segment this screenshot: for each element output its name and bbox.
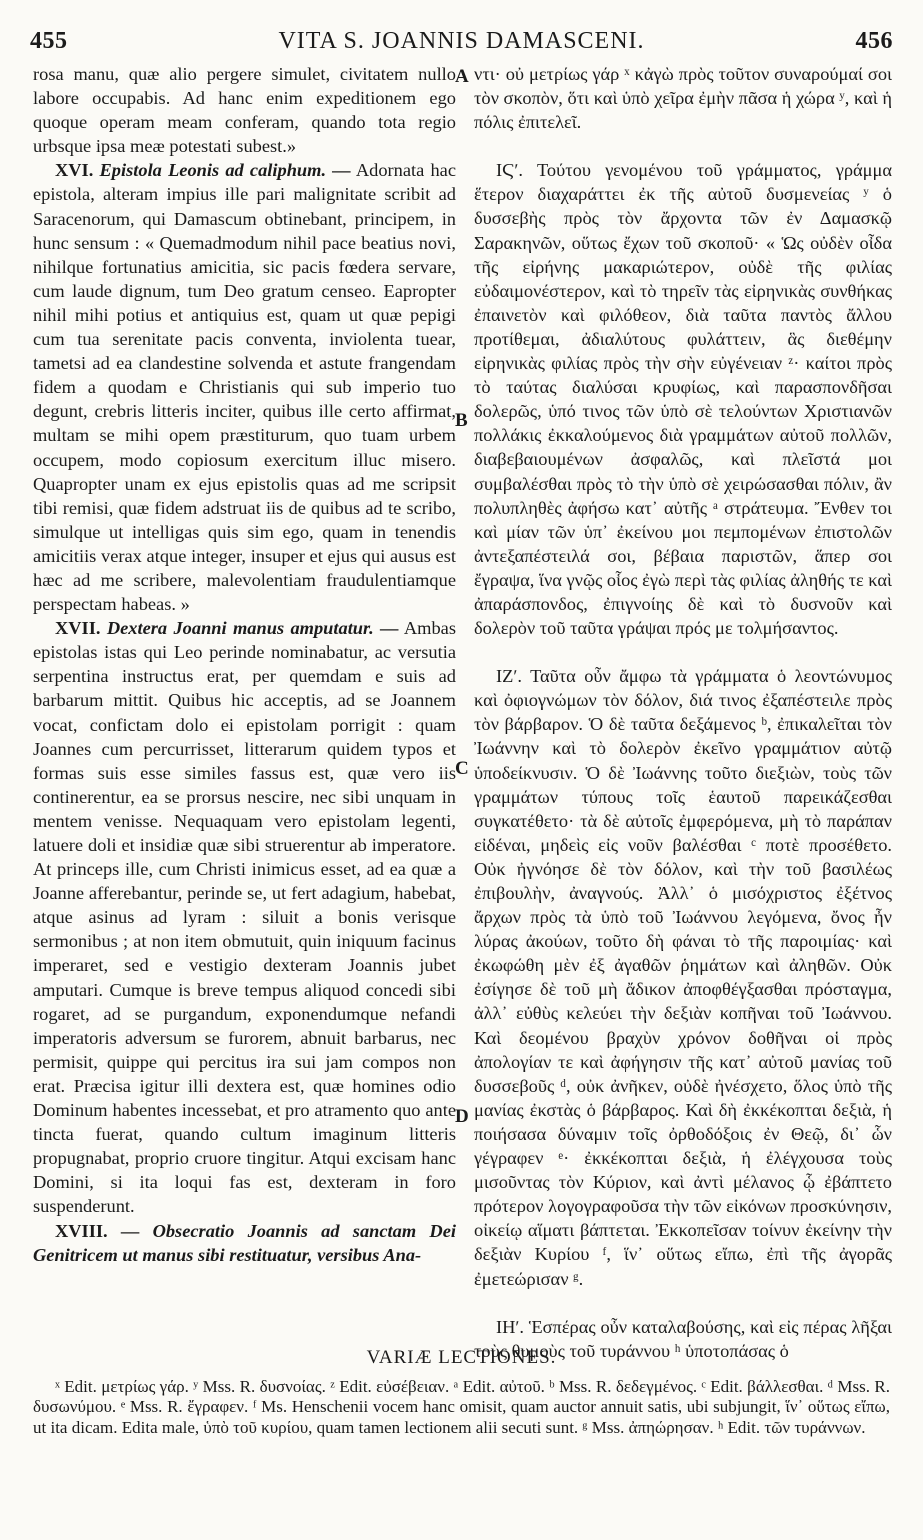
latin-section-17 <box>33 616 456 1218</box>
section-number: XVIII. — <box>55 1220 140 1241</box>
section-text: Ambas epistolas istas qui Leo perinde nominabatur, ac versutia serpentina instructus erat, per quemdam e suis ad barbarum mittit. Quibus hic acceptis, ad se Joannem vocat, confictam dolo ei epistolam porrigit : quam Joannes cum percurrisset, litterarum quidem typos et formas suis esse similes fassus est, quæ vero iis continerentur, ea se prorsus nescire, nec sibi unquam in mentem venisse. Nequaquam vero epistolam legenti, latuere doli et insidiæ quæ sibi struerentur ab imperatore. At princeps ille, cum Christi inimicus esset, ad ea quæ a Joanne afferebantur, perinde se, ut fert adagium, habebat, atque asinus ad lyram : siluit a bonis verisque sermonibus ; at non item obmutuit, quin iniquum facinus imperaret, sed e vestigio dexteram Joannis jubet amputari. Cumque is breve tempus aliquod concedi sibi rogaret, ad se purgandum, exponendumque nefandi imperatoris adversum se furorem, abnuit barbarus, nec permisit, quippe qui percitus ira sui jam compos non erat. Præcisa igitur illi dextera est, quæ homines odio Dominum habentes incessebat, et pro atramento quo ante tincta fuerat, quando cultum imaginum litteris propugnabat, proprio cruore tingitur. Atqui excisam hanc Domini, si ita loqui fas est, dexteram in foro suspenderunt. <box>33 618 456 1217</box>
spacer <box>474 640 892 664</box>
section-text: Τούτου γενομένου τοῦ γράμματος, γράμμα ἕτερον διαχαράττει ἐκ τῆς αὐτοῦ δυσμενείας ʸ ὁ δυσσεβὴς πρὸς τὸν ἄρχοντα τῶν ἐν Δαμασκῷ Σαρακηνῶν, οὕτως ἔχων τοῦ σκοποῦ· « Ὡς οὐδὲν οἶδα τῆς εἰρήνης μακαριώτερον, οὐδὲ τῆς φιλίας εὐδαιμονέστερον, καὶ τὸ τηρεῖν τὰς εἰρηνικὰς συνθήκας ἐπαινετὸν καὶ φιλόθεον, διὰ ταῦτα παντὸς ἄλλου προτίθεμαι, ἀδιαλύτους φυλάττειν, ἃς διεθέμην εἰρηνικὰς φιλίας πρὸς τὴν σὴν εὐγένειαν ᶻ· καίτοι πρὸς τὸ ταύτας διαλύσαι κρυφίως, καὶ παρασπονδῆσαι δολερῶς, ὑπό τινος τῶν ὑπὸ σὲ τελούντων Χριστιανῶν πολλάκις ἐκκαλούμενος διὰ γραμμάτων αὐτοῦ πολλῶν, διαβεβαιουμένων ἀσφαλῶς, καὶ πλεῖστά μοι συμβαλέσθαι πρὸς τὸ τὴν ὑπὸ σὲ χειρώσασθαι πόλιν, ἂν πολυπληθὲς ἀφήσω κατ᾽ αὐτῆς ᵃ στράτευμα. Ἔνθεν τοι καὶ μίαν τῶν ὑπ᾽ ἐκείνου μοι πεμπομένων ἐπιστολῶν ἀντεξαπέστειλά σοι, βέβαια παριστῶν, ἅπερ σοι ἔγραψα, ἵνα γνῷς οἷος ἐγὼ περὶ τὰς φιλίας ἀληθής τε καὶ ἀπαράσπονδος, ἐπιγνοίης δὲ καὶ τὸ δυσνοῦν καὶ δολερὸν τοῦ ταῦτα γράψαι πρός με τολμήσαντος. <box>474 160 892 639</box>
latin-column <box>33 62 456 1362</box>
section-text: Ταῦτα οὖν ἄμφω τὰ γράμματα ὁ λεοντώνυμος καὶ ὀφιογνώμων τὸν δόλον, διά τινος ἐξαπέστειλε πρὸς τὸν βάρβαρον. Ὁ δὲ ταῦτα δεξάμενος ᵇ, ἐπικαλεῖται τὸν Ἰωάννην καὶ τὸ δολερὸν ἐκεῖνο γραμμάτιον αὐτῷ ὑποδείκνυσιν. Ὁ δὲ Ἰωάννης τοῦτο διεξιὼν, τοὺς τῶν γραμμάτων τύπους τοῖς ἑαυτοῦ παρεικάζεσθαι συγκατέθετο· τὰ δὲ αὐτοῖς ἐμφερόμενα, μὴ τὸ παράπαν εἰδέναι, μηδεὶς εἰς νοῦν βαλέσθαι ᶜ ποτὲ προσέθετο. Οὐκ ἠγνόησε δὲ τὸν δόλον, καὶ τὴν τοῦ βασιλέως ἐπιβουλὴν, ἀναγνούς. Ἀλλ᾽ ὁ μισόχριστος ἐξέτνος ἄρχων πρὸς τὰ ὑπὸ τοῦ Ἰωάννου λεγόμενα, ὄνος ἦν λύρας ἀκούων, τοῦτο δὴ φάναι τὸ τῆς παροιμίας· καὶ ἐκωφώθη μὲν ἐξ ἀγαθῶν ῥημάτων καὶ ἀληθῶν. Οὐκ ἐσίγησε δὲ τοῦ μὴ ἄδικον ἀποφθέγξασθαι πρόσταγμα, ἀλλ᾽ εὐθὺς κελεύει τὴν δεξιὰν κοπῆναι τοῦ Ἰωάννου. Καὶ δεομένου βραχὺν χρόνον δοθῆναι οἱ πρὸς ἀπολογίαν τε καὶ ἀφήγησιν τῆς κατ᾽ αὐτοῦ μανίας τοῦ δυσσεβοῦς ᵈ, οὐκ ἀνῆκεν, οὐδὲ ἠνέσχετο, ὅλος ὑπὸ τῆς μανίας ἐκστὰς ὁ βάρβαρος. Καὶ δὴ ἐκκέκοπται δεξιὰ, ἡ ποιήσασα δύναμιν τοῖς ὀρθοδόξοις ἐν Θεῷ, δι᾽ ὧν γέγραφεν ᵉ· ἐκκέκοπται δεξιὰ, ἡ ἐλέγχουσα τοὺς μισοῦντας τὸν Κύριον, καὶ ἀντὶ μέλανος ᾧ ἐβάπτετο πρότερον λογογραφοῦσα τὴν τῶν εἰκόνων προσκύνησιν, οἰκείῳ αἵματι βάπτεται. Ἐκκοπεῖσαν τοίνυν ἐκείνην τὴν δεξιὰν Κυρίου ᶠ, ἵν᾽ οὕτως εἴπω, ἐπὶ τῆς ἀγορᾶς ἐμετεώρισαν ᵍ. <box>474 666 892 1289</box>
greek-paragraph-continuation: ντι· οὐ μετρίως γάρ ˣ κἀγὼ πρὸς τοῦτον συναρούμαί σοι τὸν σκοπὸν, ὅτι καὶ ὑπὸ χεῖρα ἐμὴν πᾶσα ἡ χώρα ʸ, καὶ ἡ πόλις ἐπιτελεῖ. <box>474 64 892 133</box>
margin-marker-a: A <box>455 66 469 87</box>
greek-column <box>474 62 892 1362</box>
greek-section-17 <box>474 664 892 1290</box>
margin-marker-d: D <box>455 1106 469 1127</box>
section-text: Ἑσπέρας οὖν καταλαβούσης, καὶ εἰς πέρας λῆξαι τοὺς θυμοὺς τοῦ τυράννου ʰ ὑποτοπάσας ὁ <box>474 1316 892 1361</box>
spacer <box>474 134 892 158</box>
section-title: Epistola Leonis ad caliphum. — <box>99 160 351 181</box>
latin-section-16 <box>33 158 456 616</box>
page-number-left: 455 <box>30 28 68 54</box>
section-title: Obsecratio Joannis ad sanctam Dei Genitricem ut manus sibi restituatur, versibus Ana- <box>33 1220 456 1265</box>
section-number: XVII. <box>55 618 101 639</box>
section-title: Dextera Joanni manus amputatur. — <box>106 618 399 639</box>
lectiones-title: VARIÆ LECTIONES. <box>366 1347 557 1368</box>
running-title: VITA S. JOANNIS DAMASCENI. <box>278 28 645 54</box>
section-number: XVI. <box>55 160 94 181</box>
latin-paragraph-continuation: rosa manu, quæ alio pergere simulet, civitatem nullo labore occupabis. Ad hanc enim expeditionem ego quoque operam meam conferam, quando tota regio urbsque ipsa meæ potestati subest.» <box>33 64 456 157</box>
margin-marker-b: B <box>455 410 468 431</box>
section-number: ΙΗʹ. <box>496 1316 525 1337</box>
latin-section-18 <box>33 1219 456 1267</box>
page-number-right: 456 <box>855 28 893 54</box>
variae-lectiones <box>33 1348 890 1438</box>
running-header <box>30 28 893 62</box>
section-number: ΙϚʹ. <box>496 160 524 181</box>
greek-section-16 <box>474 158 892 640</box>
lectiones-text: ˣ Edit. μετρίως γάρ. ʸ Mss. R. δυσνοίας. ᶻ Edit. εὐσέβειαν. ᵃ Edit. αὐτοῦ. ᵇ Mss. R. δεδεγμένος. ᶜ Edit. βάλλεσθαι. ᵈ Mss. R. δυσωνύμου. ᵉ Mss. R. ἔγραφεν. ᶠ Ms. Henschenii vocem hanc omisit, quam auctor annuit satis, ubi subjungit, ἵν᾽ οὕτως εἴπω, ut ita dicam. Edita male, ὑπὸ τοῦ κυρίου, quam tamen lectionem alii secuti sunt. ᵍ Mss. ἀπηώρησαν. ʰ Edit. τῶν τυράννων. <box>33 1376 890 1437</box>
margin-marker-c: C <box>455 758 469 779</box>
section-number: ΙΖʹ. <box>496 666 522 687</box>
spacer <box>474 1291 892 1315</box>
section-text: Adornata hac epistola, alteram impius ille pari malignitate scribit ad Saracenorum, qui Damascum obtinebant, principem, in hunc sensum : « Quemadmodum nihil pace beatius novi, nihilque fortunatius amicitia, sic pacis fœdera servare, cum laude dignum, tum Deo gratum censeo. Eapropter nihil mihi potius et antiquius est, quam ut quæ pepigi cum tua serenitate pacis conventa, inviolenta tuear, tametsi ad ea clandestine solvenda et astute frangendam fidem a quodam e Christianis qui sub imperio tuo degunt, crebris litteris inciter, quibus ille certo affirmat, multam se mihi opem præstiturum, quo tuam urbem occupem, modo copiosum exercitum illuc misero. Quapropter unam ex ejus epistolis quas ad me scripsit tibi remisi, quæ fidem adstruat iis de quibus ad te scribo, simulque ut intelligas quis sim ego, quam in tenendis amicitiis verax atque integer, insuper et ejus qui ausus est hæc ad me scribere, malevolentiam fraudulentiamque perspectam habeas. » <box>33 160 456 615</box>
